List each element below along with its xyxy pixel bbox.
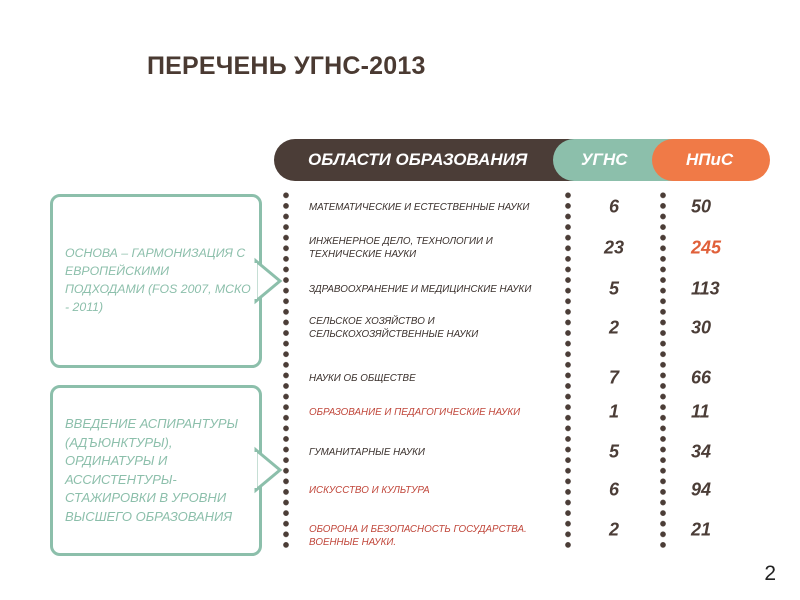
header-ugns-label: УГНС: [581, 150, 628, 169]
row-ugns-value: 2: [608, 317, 619, 338]
row-label: ОБРАЗОВАНИЕ И ПЕДАГОГИЧЕСКИЕ НАУКИ: [309, 406, 521, 418]
table-row: [309, 274, 779, 304]
row-ugns-value: 5: [608, 441, 619, 462]
header-npis: [652, 139, 770, 181]
row-npis-value: 94: [691, 479, 712, 500]
row-npis-value: 30: [691, 317, 712, 338]
row-npis-value: 50: [691, 196, 712, 217]
table-row: [309, 313, 779, 343]
side-box-harmonization-text: ОСНОВА – ГАРМОНИЗАЦИЯ С ЕВРОПЕЙСКИМИ ПОДХОДАМИ (FOS 2007, МСКО - 2011): [65, 246, 251, 314]
row-ugns-value: 6: [608, 479, 619, 500]
row-ugns-value: 2: [608, 519, 619, 540]
header-areas-label: ОБЛАСТИ ОБРАЗОВАНИЯ: [308, 150, 528, 169]
table-row: [309, 233, 779, 263]
page-number: 2: [764, 562, 776, 585]
row-ugns-value: 6: [608, 196, 619, 217]
side-box-postgraduate-text: ВВЕДЕНИЕ АСПИРАНТУРЫ (АДЪЮНКТУРЫ), ОРДИНАТУРЫ И АССИСТЕНТУРЫ-СТАЖИРОВКИ В УРОВНИ ВЫСШЕГО ОБРАЗОВАНИЯ: [65, 416, 239, 524]
table-row: [309, 521, 779, 551]
page-title: ПЕРЕЧЕНЬ УГНС-2013: [147, 52, 426, 80]
row-ugns-value: 23: [603, 237, 625, 258]
row-ugns-value: 7: [608, 367, 619, 388]
side-box-postgraduate: [50, 385, 262, 556]
header-npis-label: НПиС: [686, 150, 734, 169]
row-npis-value: 113: [691, 278, 720, 299]
row-npis-value: 21: [691, 519, 712, 540]
side-box-harmonization: [50, 194, 262, 368]
table-row: [309, 363, 779, 393]
row-npis-value: 66: [691, 367, 712, 388]
row-npis-value: 11: [691, 401, 710, 422]
table-row: [309, 437, 779, 467]
table-row: [309, 192, 779, 222]
row-label: НАУКИ ОБ ОБЩЕСТВЕ: [309, 372, 416, 384]
table-row: [309, 475, 779, 505]
row-ugns-value: 5: [608, 278, 619, 299]
row-label: СЕЛЬСКОЕ ХОЗЯЙСТВО И СЕЛЬСКОХОЗЯЙСТВЕННЫЕ НАУКИ: [309, 316, 479, 340]
row-label: ГУМАНИТАРНЫЕ НАУКИ: [309, 446, 425, 458]
row-ugns-value: 1: [608, 401, 619, 422]
row-label: ОБОРОНА И БЕЗОПАСНОСТЬ ГОСУДАРСТВА. ВОЕННЫЕ НАУКИ.: [309, 524, 527, 548]
table-row: [309, 397, 779, 427]
row-label: ИСКУССТВО И КУЛЬТУРА: [309, 484, 430, 496]
row-npis-value: 34: [691, 441, 712, 462]
row-npis-value: 245: [691, 237, 722, 258]
header-areas: [274, 139, 596, 181]
row-label: ЗДРАВООХРАНЕНИЕ И МЕДИЦИНСКИЕ НАУКИ: [309, 283, 532, 295]
dotted-divider-left: [283, 190, 289, 548]
row-label: ИНЖЕНЕРНОЕ ДЕЛО, ТЕХНОЛОГИИ И ТЕХНИЧЕСКИЕ НАУКИ: [309, 236, 493, 260]
row-label: МАТЕМАТИЧЕСКИЕ И ЕСТЕСТВЕННЫЕ НАУКИ: [309, 201, 530, 213]
